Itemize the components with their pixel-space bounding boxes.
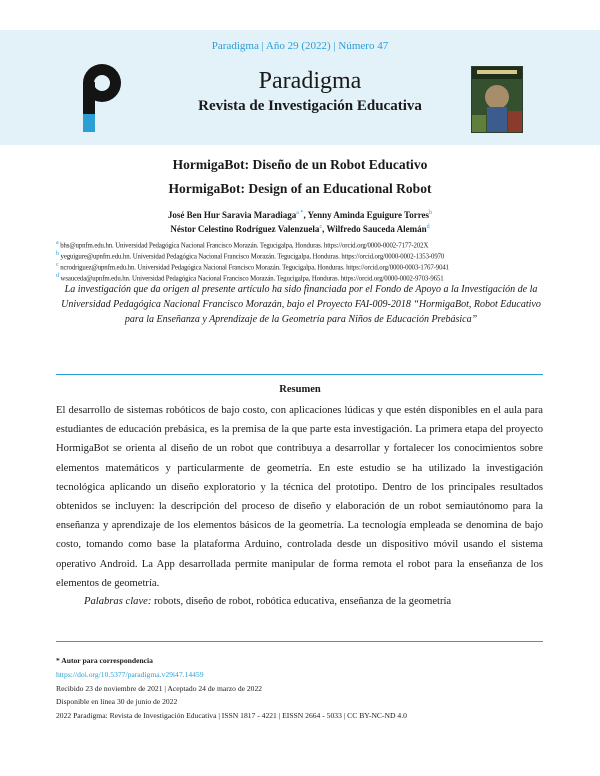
affiliation-sup: a: [56, 240, 59, 246]
license-line: 2022 Paradigma: Revista de Investigación Educativa | ISSN 1817 - 4221 | EISSN 2664 - 5033 | CC BY-NC-ND 4.0: [56, 711, 407, 720]
affiliation: [56, 240, 546, 249]
article-title-es: HormigaBot: Diseño de un Robot Educativo: [172, 157, 428, 172]
affiliation-text: ncrodriguez@upnfm.edu.hn. Universidad Pedagógica Nacional Francisco Morazán. Tegucigalpa, Honduras. https://orcid.org/0000-0003-1767-9041: [60, 264, 449, 272]
abstract-text: El desarrollo de sistemas robóticos de bajo costo, con aplicaciones lúdicas y que estén disponibles en el aula para estudiantes de educación prebásica, es la premisa de la que parte esta investigación. La primera etapa del proyecto HormigaBot se orienta al diseño de un robot que contribuya a desarrollar y fortalecer los conocimientos sobre elementos matemáticos y particularmente de geometría. En este estudio se ha utilizado la investigación tecnológica aplicando un diseño exploratorio y la técnica del prototipo. Dentro de los principales resultados obtenidos se incluyen: la descripción del proceso de diseño y elaboración de un robot semiautónomo para la enseñanza y aprendizaje de los elementos básicos de la geometría. La tecnología empleada se denomina de bajo costo, tomando como base la plataforma Arduino, controlada desde un dispositivo móvil usando el sistema operativo Android. La App desarrollada permite manipular de forma remota el robot para la enseñanza de los elementos de geometría.: [56, 405, 543, 589]
correspondence-note: * Autor para correspondencia: [56, 656, 153, 665]
author-name: Néstor Celestino Rodríguez Valenzuela: [170, 224, 320, 234]
author-sup: c: [319, 224, 323, 230]
authors-line-2: [0, 224, 600, 234]
author-name: Yenny Aminda Eguigure Torres: [307, 210, 430, 220]
author-name: José Ben Hur Saravia Maradiaga: [167, 210, 297, 220]
author-sup: a *: [296, 210, 304, 216]
author-sup: b: [429, 210, 433, 216]
received-accepted: Recibido 23 de noviembre de 2021 | Aceptado 24 de marzo de 2022: [56, 684, 263, 693]
issue-line: Paradigma | Año 29 (2022) | Número 47: [211, 40, 389, 52]
article-title-en: HormigaBot: Design of an Educational Robot: [168, 181, 432, 196]
journal-name: Paradigma: [258, 68, 362, 94]
authors-line-1: [0, 210, 600, 220]
journal-cover-icon: [471, 66, 523, 133]
funding-note: La investigación que da origen al presente artículo ha sido financiada por el Fondo de Apoyo a la Investigación de la Universidad Pedagógica Nacional Francisco Morazán, bajo el Proyecto FAI-009-2018 “HormigaBot, Robot Educativo para la Enseñanza y Aprendizaje de la Geometría para Niños de Educación Prebásica”: [61, 284, 541, 325]
author-name: Wilfredo Sauceda Alemán: [326, 224, 427, 234]
keywords-text: robots, diseño de robot, robótica educativa, enseñanza de la geometría: [154, 596, 452, 607]
affiliation-sup: b: [56, 251, 59, 257]
author-separator: ,: [322, 224, 327, 234]
affiliation-text: yeguigure@upnfm.edu.hn. Universidad Pedagógica Nacional Francisco Morazán. Tegucigalpa, Honduras. https://orcid.org/0000-0002-1353-0970: [60, 253, 445, 261]
affiliation-text: wsauceda@upnfm.edu.hn. Universidad Pedagógica Nacional Francisco Morazán. Tegucigalpa, Honduras. https://orcid.org/0000-0002-9703-9651: [60, 275, 444, 283]
affiliation-text: bhs@upnfm.edu.hn. Universidad Pedagógica Nacional Francisco Morazán. Tegucigalpa, Honduras. https://orcid.org/0000-0002-7177-202X: [60, 242, 429, 250]
journal-subtitle: Revista de Investigación Educativa: [198, 98, 422, 114]
affiliation-sup: d: [56, 273, 59, 279]
affiliation: [56, 273, 546, 282]
p-logo-icon: [78, 62, 128, 134]
keywords-label: Palabras clave:: [84, 596, 152, 607]
affiliation: [56, 251, 546, 260]
author-sup: d: [426, 224, 430, 230]
abstract-heading: Resumen: [279, 384, 321, 395]
divider: [56, 641, 543, 642]
affiliation: [56, 262, 546, 271]
doi-link[interactable]: https://doi.org/10.5377/paradigma.v29i47.14459: [56, 670, 204, 679]
available-online: Disponible en línea 30 de junio de 2022: [56, 697, 178, 706]
keywords: [84, 596, 544, 607]
divider: [56, 374, 543, 375]
affiliation-sup: c: [56, 262, 59, 268]
author-separator: ,: [303, 210, 308, 220]
